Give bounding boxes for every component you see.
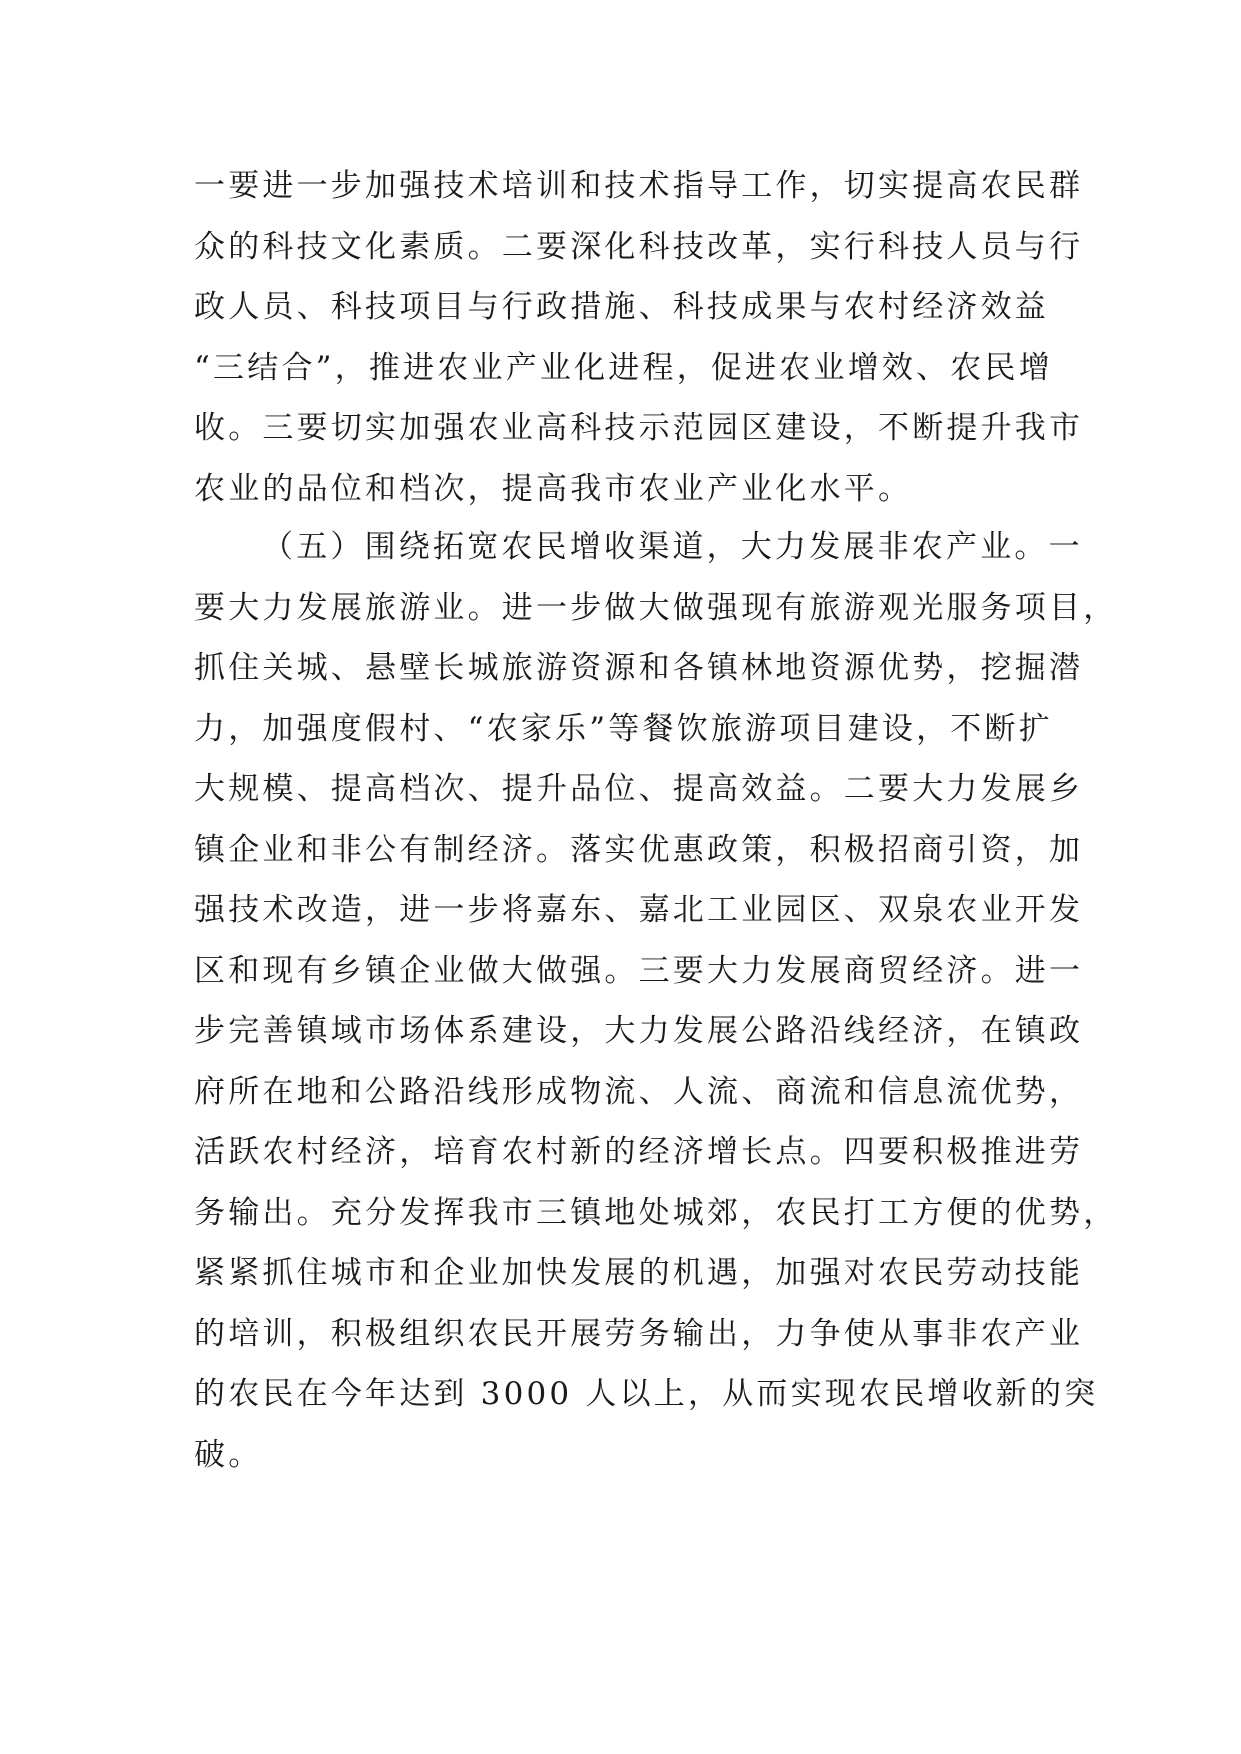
paragraph-line: 力，加强度假村、“农家乐”等餐饮旅游项目建设，不断扩 [194,710,1053,747]
paragraph-2 [194,517,1118,1485]
paragraph-line: 收。三要切实加强农业高科技示范园区建设，不断提升我市 [194,410,1084,446]
paragraph-line: 大规模、提高档次、提升品位、提高效益。二要大力发展乡 [194,771,1084,807]
paragraph-line: “三结合”，推进农业产业化进程，促进农业增效、农民增 [194,349,1053,386]
paragraph-line: 区和现有乡镇企业做大做强。三要大力发展商贸经济。进一 [194,952,1084,989]
paragraph-line: 镇企业和非公有制经济。落实优惠政策，积极招商引资，加 [194,831,1084,868]
paragraph-line: 强技术改造，进一步将嘉东、嘉北工业园区、双泉农业开发 [194,892,1084,928]
paragraph-line: 农业的品位和档次，提高我市农业产业化水平。 [194,470,913,507]
paragraph-line: 的培训，积极组织农民开展劳务输出，力争使从事非农产业 [194,1315,1084,1352]
paragraph-1 [194,156,1084,519]
paragraph-line: 抓住关城、悬壁长城旅游资源和各镇林地资源优势，挖掘潜 [194,650,1084,686]
paragraph-line: 的农民在今年达到 3000 人以上，从而实现农民增收新的突 [194,1376,1099,1412]
paragraph-line: 众的科技文化素质。二要深化科技改革，实行科技人员与行 [194,228,1084,265]
paragraph-line: （五）围绕拓宽农民增收渠道，大力发展非农产业。一 [262,529,1083,565]
paragraph-line: 破。 [194,1436,263,1473]
paragraph-line: 政人员、科技项目与行政措施、科技成果与农村经济效益 [194,289,1049,325]
paragraph-line: 要大力发展旅游业。进一步做大做强现有旅游观光服务项目， [194,589,1118,626]
paragraph-line: 活跃农村经济，培育农村新的经济增长点。四要积极推进劳 [194,1134,1084,1170]
paragraph-line: 一要进一步加强技术培训和技术指导工作，切实提高农民群 [194,168,1084,204]
paragraph-line: 紧紧抓住城市和企业加快发展的机遇，加强对农民劳动技能 [194,1255,1084,1291]
paragraph-line: 府所在地和公路沿线形成物流、人流、商流和信息流优势， [194,1073,1084,1110]
paragraph-line: 步完善镇域市场体系建设，大力发展公路沿线经济，在镇政 [194,1013,1084,1049]
paragraph-line: 务输出。充分发挥我市三镇地处城郊，农民打工方便的优势， [194,1194,1118,1231]
